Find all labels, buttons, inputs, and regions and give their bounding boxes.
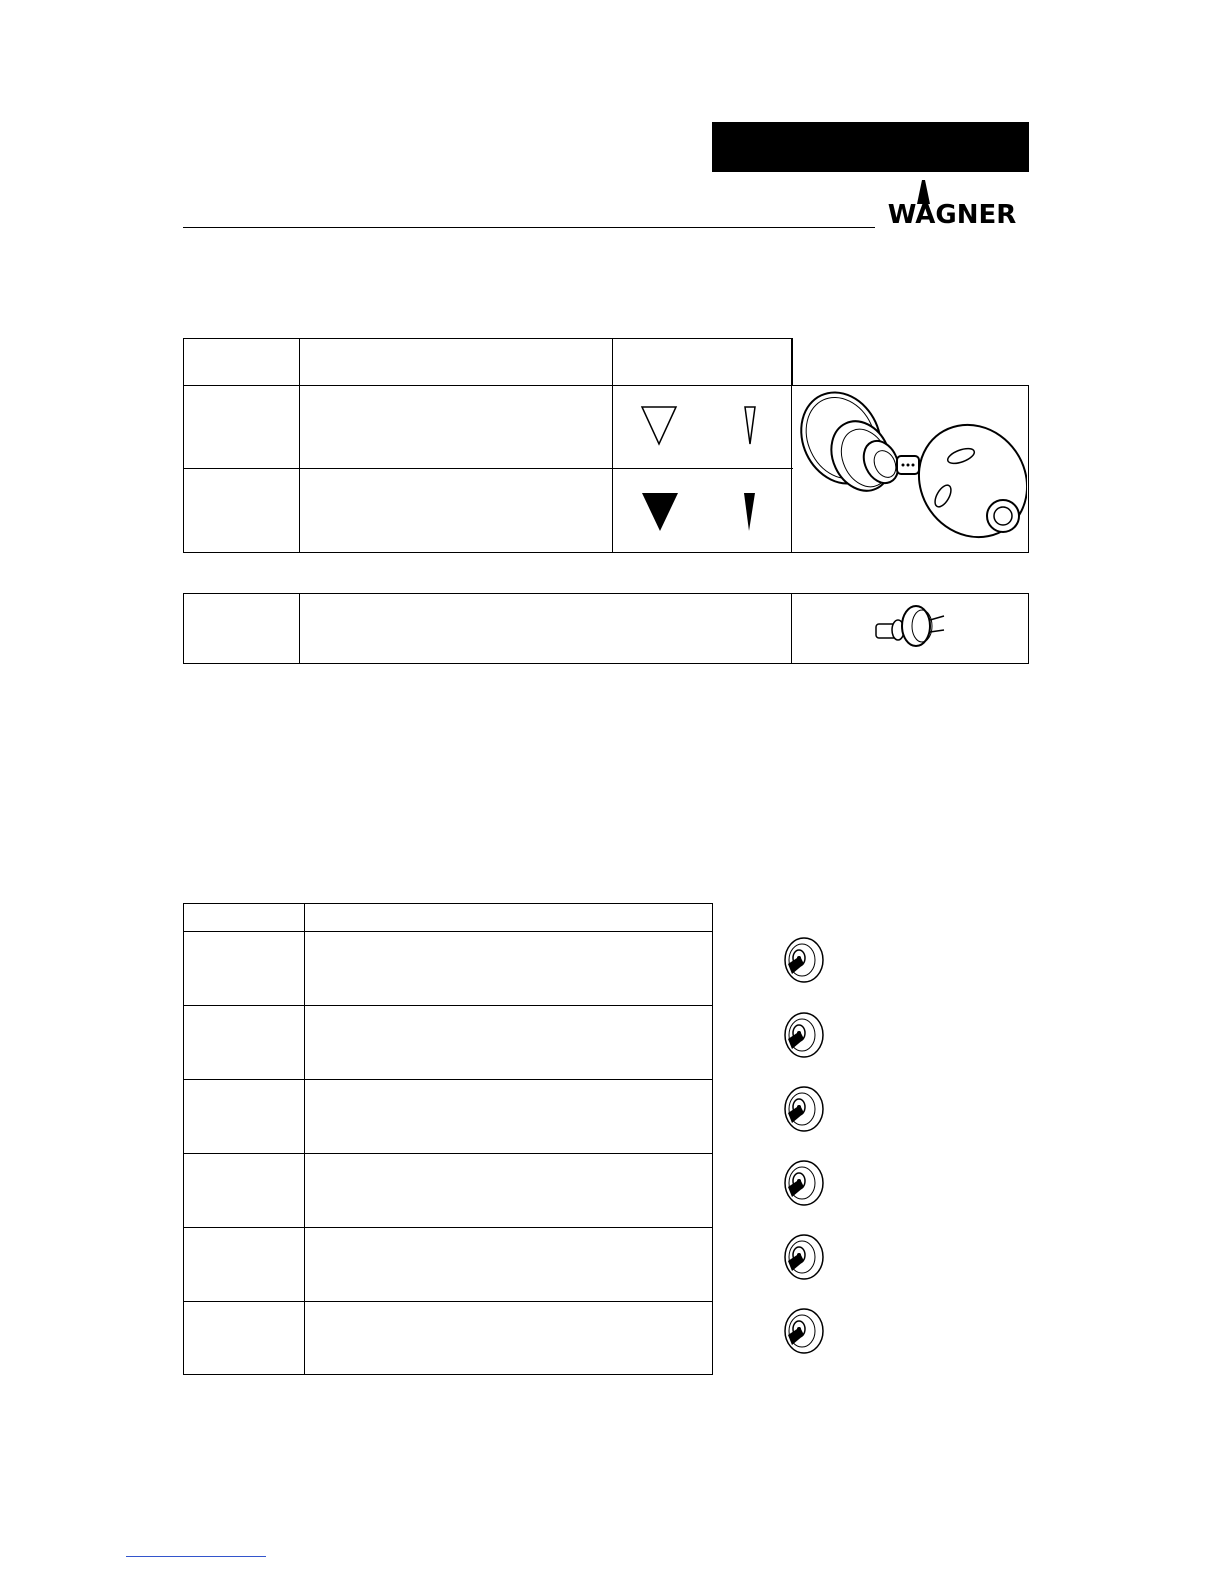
table3 — [183, 903, 713, 1375]
air-cap-icon — [778, 1009, 828, 1061]
brand-logo — [874, 180, 1030, 230]
air-cap-icon — [778, 1231, 828, 1283]
table3-row-divider — [183, 1301, 713, 1302]
nozzle-assembly-exploded-icon — [793, 386, 1027, 552]
table1-header-row — [183, 338, 793, 386]
table3-col-divider — [304, 903, 305, 1375]
table3-row-divider — [183, 1153, 713, 1154]
air-cap-icon — [778, 934, 828, 986]
table3-row-divider — [183, 1227, 713, 1228]
header-rule — [183, 227, 875, 228]
table3-row-divider — [183, 1079, 713, 1080]
table2-col-divider-2 — [791, 593, 792, 664]
air-cap-icon — [778, 1305, 828, 1357]
air-cap-icon — [778, 1083, 828, 1135]
table2-col-divider-1 — [299, 593, 300, 664]
table3-row-divider — [183, 1005, 713, 1006]
filled-triangle-wide-and-narrow-icon — [612, 469, 792, 552]
outline-triangle-wide-and-narrow-icon — [612, 386, 792, 468]
table3-header-divider — [183, 931, 713, 932]
header-black-bar — [712, 122, 1029, 172]
nozzle-valve-icon — [860, 600, 960, 656]
air-cap-icon — [778, 1157, 828, 1209]
footer-link[interactable] — [126, 1556, 266, 1557]
brand-name: WAGNER — [887, 200, 1017, 230]
